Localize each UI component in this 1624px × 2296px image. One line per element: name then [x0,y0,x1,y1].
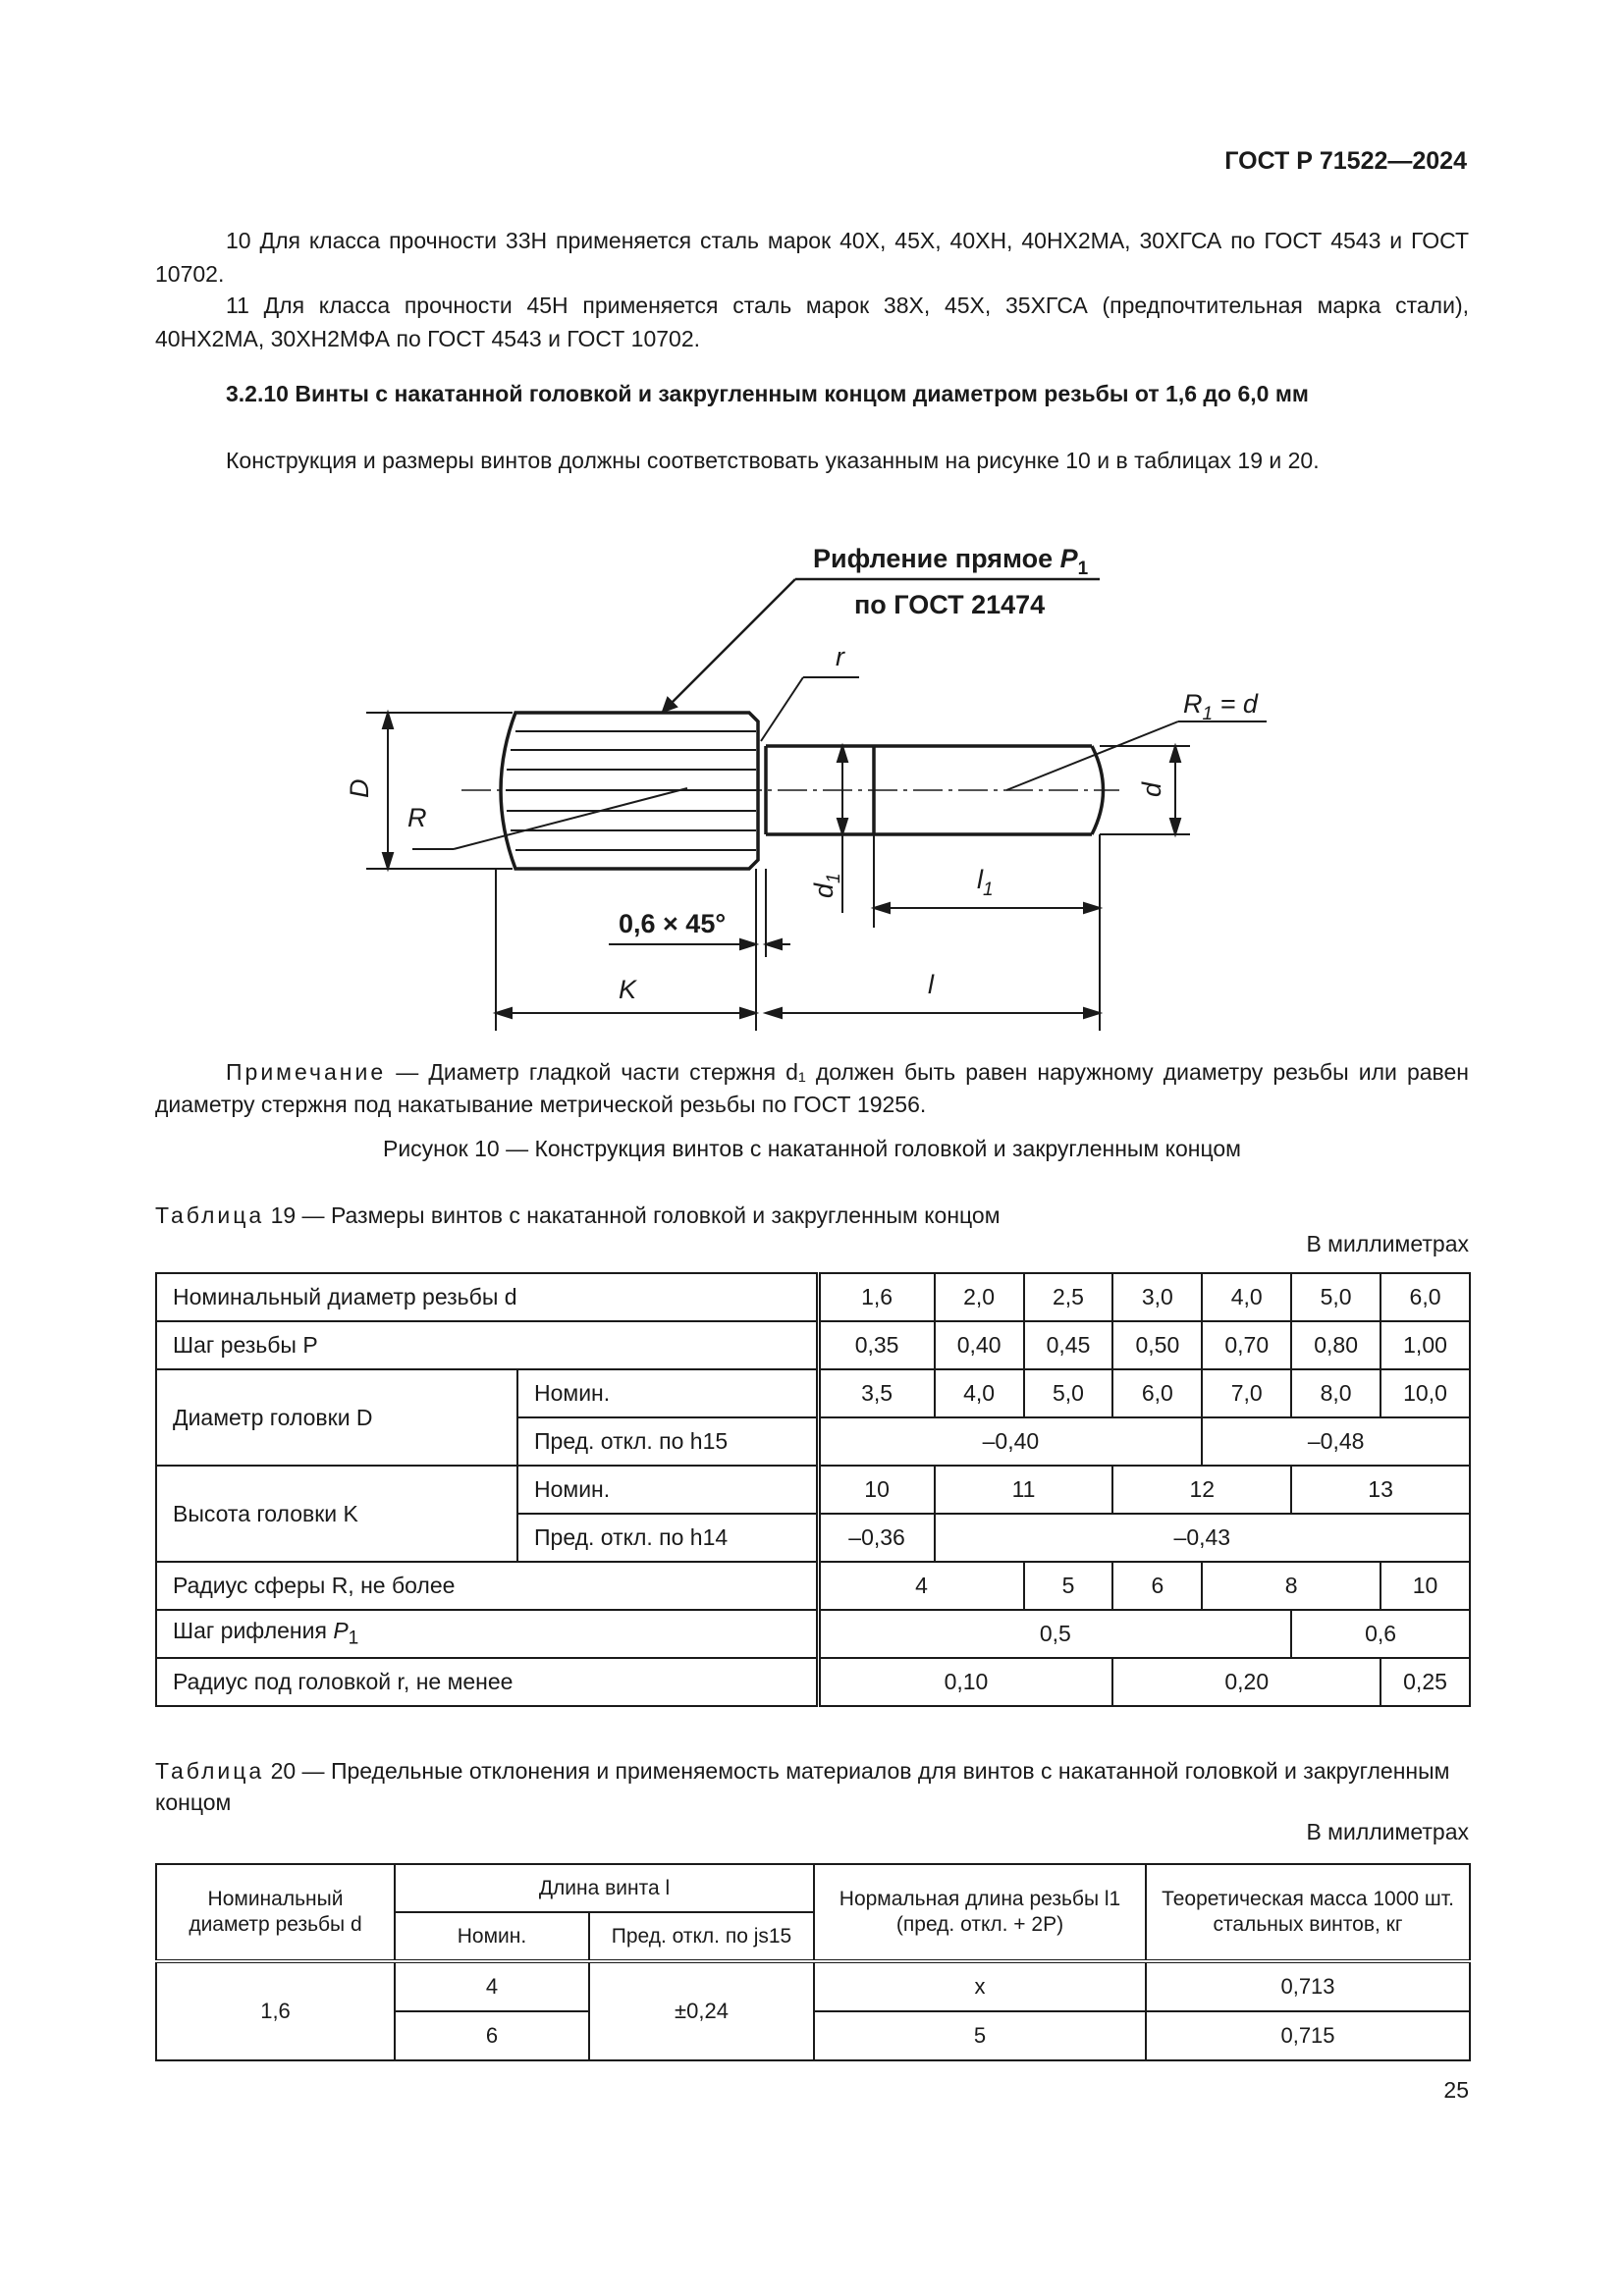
figure-note: Примечание — Диаметр гладкой части стержня d₁ должен быть равен наружному диаметру резьбы или равен диаметру стержня под накатывание метрической резьбы по ГОСТ 19256. [155,1059,1469,1117]
col-header: Пред. откл. по js15 [589,1912,814,1961]
table-row [156,1273,1470,1321]
chamfer-label: 0,6 × 45° [619,909,727,938]
row-label: Радиус сферы R, не более [156,1562,818,1610]
row-label: Радиус под головкой r, не менее [156,1658,818,1706]
cell: 0,10 [818,1658,1112,1706]
cell: 5,0 [1024,1369,1113,1417]
table-row [156,1610,1470,1658]
cell: 8,0 [1291,1369,1380,1417]
sphere-radius-label: R [407,803,427,832]
cell: 2,0 [935,1273,1024,1321]
knurl-standard-label: по ГОСТ 21474 [854,590,1046,619]
page-number: 25 [1443,2077,1469,2103]
note-10: 10 Для класса прочности 33Н применяется сталь марок 40Х, 45Х, 40ХН, 40НХ2МА, 30ХГСА по ГОСТ 4543 и ГОСТ 10702. [155,228,1469,287]
col-header: Номинальный диаметр резьбы d [156,1864,395,1961]
table19-units: В миллиметрах [1306,1231,1469,1256]
cell: 10 [1380,1562,1470,1610]
cell: 6 [395,2011,589,2060]
table-header-row [156,1864,1470,1912]
cell: 0,713 [1146,1961,1470,2011]
table-row [156,1658,1470,1706]
sub-label: Номин. [517,1466,818,1514]
cell: 10 [818,1466,935,1514]
cell: 4,0 [1202,1273,1291,1321]
table20-units: В миллиметрах [1306,1819,1469,1844]
cell: 0,25 [1380,1658,1470,1706]
cell: 0,70 [1202,1321,1291,1369]
table-row [156,1466,1470,1514]
cell: –0,40 [818,1417,1202,1466]
cell: 3,5 [818,1369,935,1417]
cell: 11 [935,1466,1113,1514]
cell: 3,0 [1112,1273,1202,1321]
fillet-label: r [836,642,844,671]
row-label: Шаг рифления $P_1$ [156,1610,818,1658]
col-header: Нормальная длина резьбы l1 (пред. откл. + 2P) [814,1864,1146,1961]
knurl-label: Рифление прямое $P_1$ [813,544,1089,579]
col-header: Теоретическая масса 1000 шт. стальных винтов, кг [1146,1864,1470,1961]
head-diameter-label: D [345,778,374,798]
section-heading: 3.2.10 Винты с накатанной головкой и закругленным концом диаметром резьбы от 1,6 до 6,0 мм [226,381,1309,406]
cell: 7,0 [1202,1369,1291,1417]
cell: 1,6 [156,1961,395,2060]
table-20 [155,1863,1471,2061]
table-row [156,1961,1470,2011]
note-11: 11 Для класса прочности 45Н применяется сталь марок 38Х, 45Х, 35ХГСА (предпочтительная марка стали), 40НХ2МА, 30ХН2МФА по ГОСТ 4543 и ГОСТ 10702. [155,293,1469,351]
cell: 4 [395,1961,589,2011]
col-header: Номин. [395,1912,589,1961]
cell: 6 [1112,1562,1202,1610]
head-height-label: K [619,975,637,1004]
cell: 8 [1202,1562,1380,1610]
cell: –0,36 [818,1514,935,1562]
thread-diameter-label: d [1137,781,1166,797]
cell: 5 [814,2011,1146,2060]
cell: 1,00 [1380,1321,1470,1369]
cell: ±0,24 [589,1961,814,2060]
cell: 0,35 [818,1321,935,1369]
table-row [156,1562,1470,1610]
cell: 0,5 [818,1610,1291,1658]
end-radius-label: $R_1 = d$ [1183,689,1258,724]
row-label: Номинальный диаметр резьбы d [156,1273,818,1321]
cell: 5,0 [1291,1273,1380,1321]
cell: 13 [1291,1466,1470,1514]
cell: 1,6 [818,1273,935,1321]
cell: 6,0 [1112,1369,1202,1417]
cell: 0,80 [1291,1321,1380,1369]
sub-label: Пред. откл. по h15 [517,1417,818,1466]
row-label: Высота головки K [156,1466,517,1562]
row-label: Шаг резьбы P [156,1321,818,1369]
table20-title: Таблица 20 — Предельные отклонения и применяемость материалов для винтов с накатанной головкой и закругленным концом [155,1758,1450,1815]
cell: 12 [1112,1466,1291,1514]
cell: 0,6 [1291,1610,1470,1658]
cell: 10,0 [1380,1369,1470,1417]
table-row [156,1369,1470,1417]
sub-label: Пред. откл. по h14 [517,1514,818,1562]
col-header: Длина винта l [395,1864,814,1912]
cell: x [814,1961,1146,2011]
section-text: Конструкция и размеры винтов должны соответствовать указанным на рисунке 10 и в таблицах 19 и 20. [226,448,1320,473]
table-19 [155,1272,1471,1707]
cell: –0,48 [1202,1417,1470,1466]
cell: 2,5 [1024,1273,1113,1321]
figure-caption: Рисунок 10 — Конструкция винтов с накатанной головкой и закругленным концом [382,1136,1241,1161]
cell: 4 [818,1562,1024,1610]
table19-title: Таблица 19 — Размеры винтов с накатанной головкой и закругленным концом [155,1202,1001,1228]
thread-length-label: $l_1$ [977,865,994,900]
cell: 4,0 [935,1369,1024,1417]
cell: 0,40 [935,1321,1024,1369]
cell: 6,0 [1380,1273,1470,1321]
cell: 0,20 [1112,1658,1380,1706]
cell: 0,715 [1146,2011,1470,2060]
document-id: ГОСТ Р 71522—2024 [1224,147,1467,175]
screw-length-label: l [928,970,934,999]
row-label: Диаметр головки D [156,1369,517,1466]
cell: 0,45 [1024,1321,1113,1369]
cell: 5 [1024,1562,1113,1610]
cell: 0,50 [1112,1321,1202,1369]
cell: –0,43 [935,1514,1470,1562]
sub-label: Номин. [517,1369,818,1417]
table-row [156,1321,1470,1369]
screw-drawing [0,520,1624,1050]
shank-diameter-label: $d_1$ [809,873,844,898]
